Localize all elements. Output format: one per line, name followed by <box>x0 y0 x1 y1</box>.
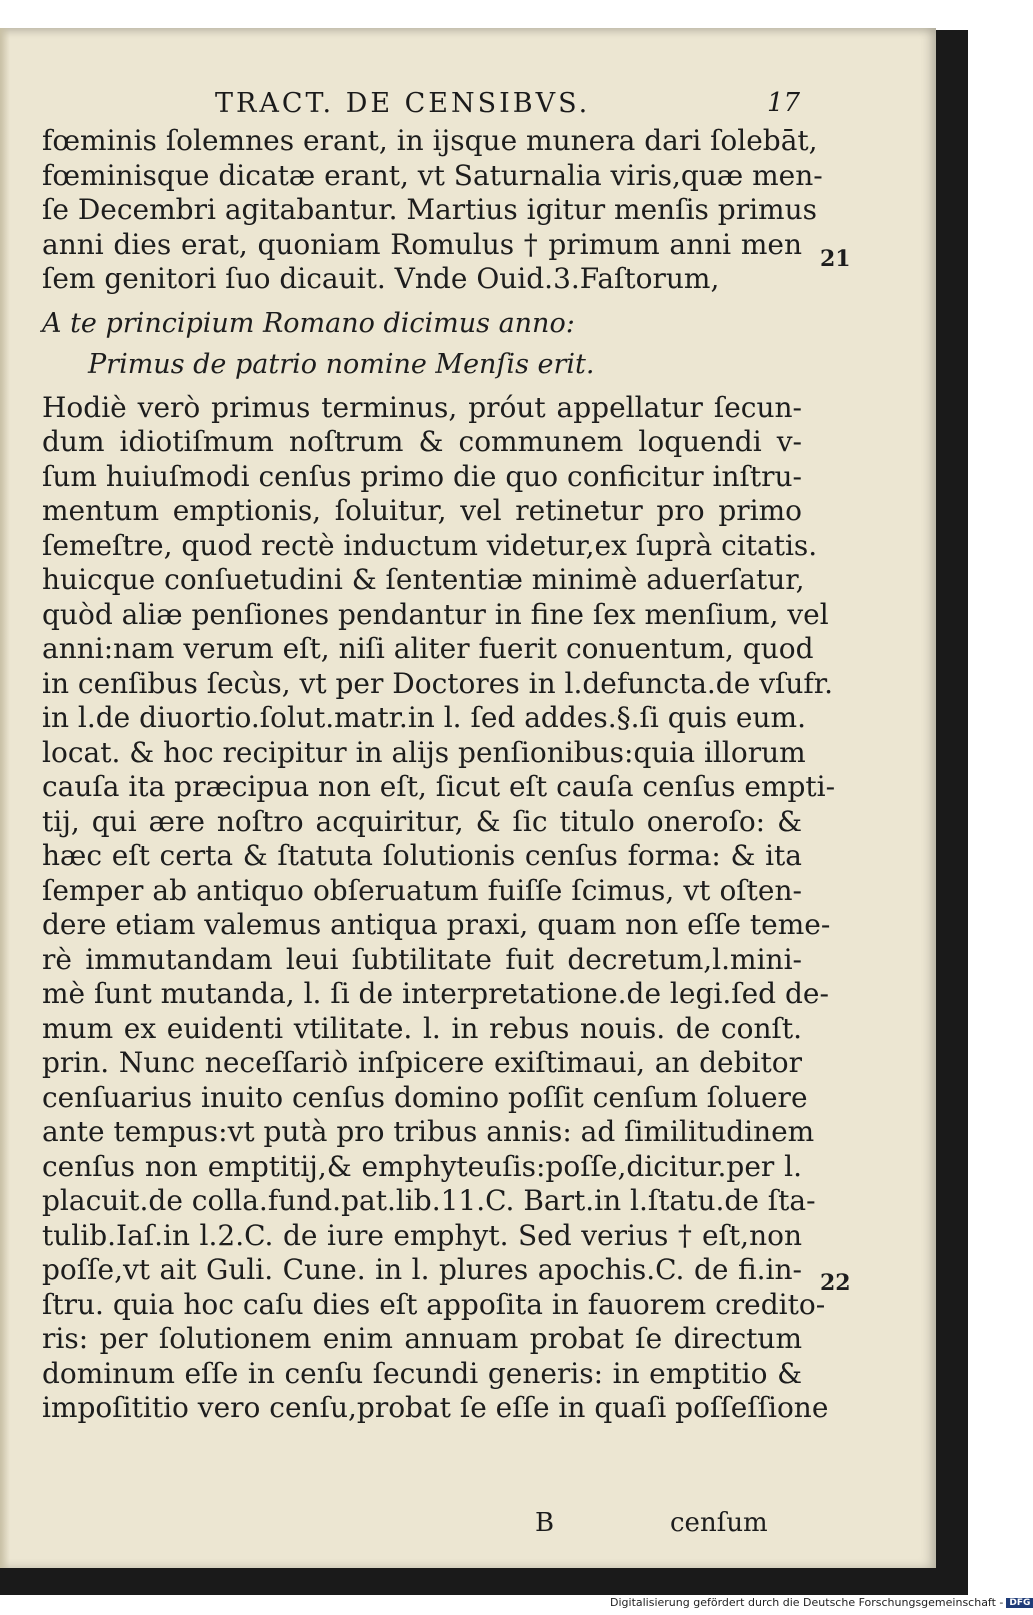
text-line: mè ſunt mutanda, l. ſi de interpretatione.de legi.ſed de- <box>42 977 829 1010</box>
text-line: fœminis ſolemnes erant, in ijsque munera dari ſolebāt, <box>42 124 818 157</box>
margin-note: 22 <box>820 1270 851 1296</box>
text-line: poſſe,vt ait Guli. Cune. in l. plures apochis.C. de fi.in- <box>42 1253 802 1286</box>
dfg-logo: DFG <box>1006 1598 1033 1608</box>
text-line: dere etiam valemus antiqua praxi, quam non eſſe teme- <box>42 908 831 941</box>
text-line: ſtru. quia hoc caſu dies eſt appoſita in fauorem credito- <box>42 1287 826 1321</box>
text-line: anni dies erat, quoniam Romulus † primum anni men <box>42 227 802 261</box>
text-line: rè immutandam leui ſubtilitate fuit decretum,l.mini- <box>42 942 802 976</box>
text-line: tij, qui ære noſtro acquiritur, & ſic titulo oneroſo: & <box>42 804 802 838</box>
text-line: prin. Nunc neceſſariò inſpicere exiſtimaui, an debitor <box>42 1046 802 1079</box>
text-line: in l.de diuortio.ſolut.matr.in l. ſed addes.§.ſi quis eum. <box>42 701 806 734</box>
text-line: locat. & hoc recipitur in alijs penſionibus:quia illorum <box>42 735 806 769</box>
verse-line: A te principium Romano dicimus anno: <box>42 307 575 339</box>
text-line: ſem genitori ſuo dicauit. Vnde Ouid.3.Faſtorum, <box>42 262 720 295</box>
page-number: 17 <box>767 88 801 118</box>
digitization-footer <box>610 1596 1031 1613</box>
paragraph-before-verse <box>42 124 823 297</box>
text-line: huicque conſuetudini & ſententiæ minimè aduerſatur, <box>42 563 805 596</box>
text-line: in cenſibus ſecùs, vt per Doctores in l.defuncta.de vſufr. <box>42 666 833 700</box>
text-line: dominum eſſe in cenſu ſecundi generis: in emptitio & <box>42 1356 802 1390</box>
verse-quotation <box>42 303 802 385</box>
signature-mark: B <box>535 1508 555 1538</box>
book-page <box>0 28 936 1568</box>
text-line: mum ex euidenti vtilitate. l. in rebus nouis. de conſt. <box>42 1011 802 1045</box>
text-line: cenſuarius inuito cenſus domino poſſit cenſum ſoluere <box>42 1080 808 1114</box>
text-line: mentum emptionis, ſoluitur, vel retinetur pro primo <box>42 494 802 527</box>
catchword: cenſum <box>670 1508 768 1538</box>
text-line: cauſa ita præcipua non eſt, ſicut eſt cauſa cenſus empti- <box>42 770 836 803</box>
text-line: hæc eſt certa & ſtatuta ſolutionis cenſus forma: & ita <box>42 839 802 872</box>
text-line: ſe Decembri agitabantur. Martius igitur menſis primus <box>42 193 818 226</box>
text-line: tulib.Iaſ.in l.2.C. de iure emphyt. Sed verius † eſt,non <box>42 1218 802 1252</box>
text-line: ris: per ſolutionem enim annuam probat ſe directum <box>42 1322 802 1355</box>
running-title: TRACT. DE CENSIBVS. <box>215 88 591 119</box>
text-line: ſemper ab antiquo obſeruatum fuiſſe ſcimus, vt oſten- <box>42 873 802 907</box>
page-header <box>0 88 936 128</box>
footer-text: Digitalisierung gefördert durch die Deutsche Forschungsgemeinschaft - <box>610 1596 1004 1609</box>
text-line: placuit.de colla.fund.pat.lib.11.C. Bart.in l.ſtatu.de ſta- <box>42 1184 816 1217</box>
text-line: ante tempus:vt putà pro tribus annis: ad ſimilitudinem <box>42 1115 815 1148</box>
text-line: ſemeſtre, quod rectè inductum videtur,ex ſuprà citatis. <box>42 528 818 562</box>
margin-note: 21 <box>820 246 851 272</box>
page-gutter-shadow <box>0 28 10 1568</box>
verse-line: Primus de patrio nomine Menſis erit. <box>88 348 595 380</box>
text-line: ſum huiuſmodi cenſus primo die quo conficitur inſtru- <box>42 459 802 493</box>
text-line: cenſus non emptitij,& emphyteuſis:poſſe,dicitur.per l. <box>42 1149 802 1183</box>
text-line: dum idiotiſmum noſtrum & communem loquendi v- <box>42 425 802 458</box>
text-line: anni:nam verum eſt, niſi aliter fuerit conuentum, quod <box>42 632 814 665</box>
text-line: quòd aliæ penſiones pendantur in fine ſex menſium, vel <box>42 597 829 631</box>
text-line: impoſititio vero cenſu,probat ſe eſſe in quaſi poſſeſſione <box>42 1391 829 1424</box>
text-line: Hodiè verò primus terminus, próut appellatur ſecun- <box>42 390 802 424</box>
text-line: fœminisque dicatæ erant, vt Saturnalia viris,quæ men- <box>42 158 823 192</box>
